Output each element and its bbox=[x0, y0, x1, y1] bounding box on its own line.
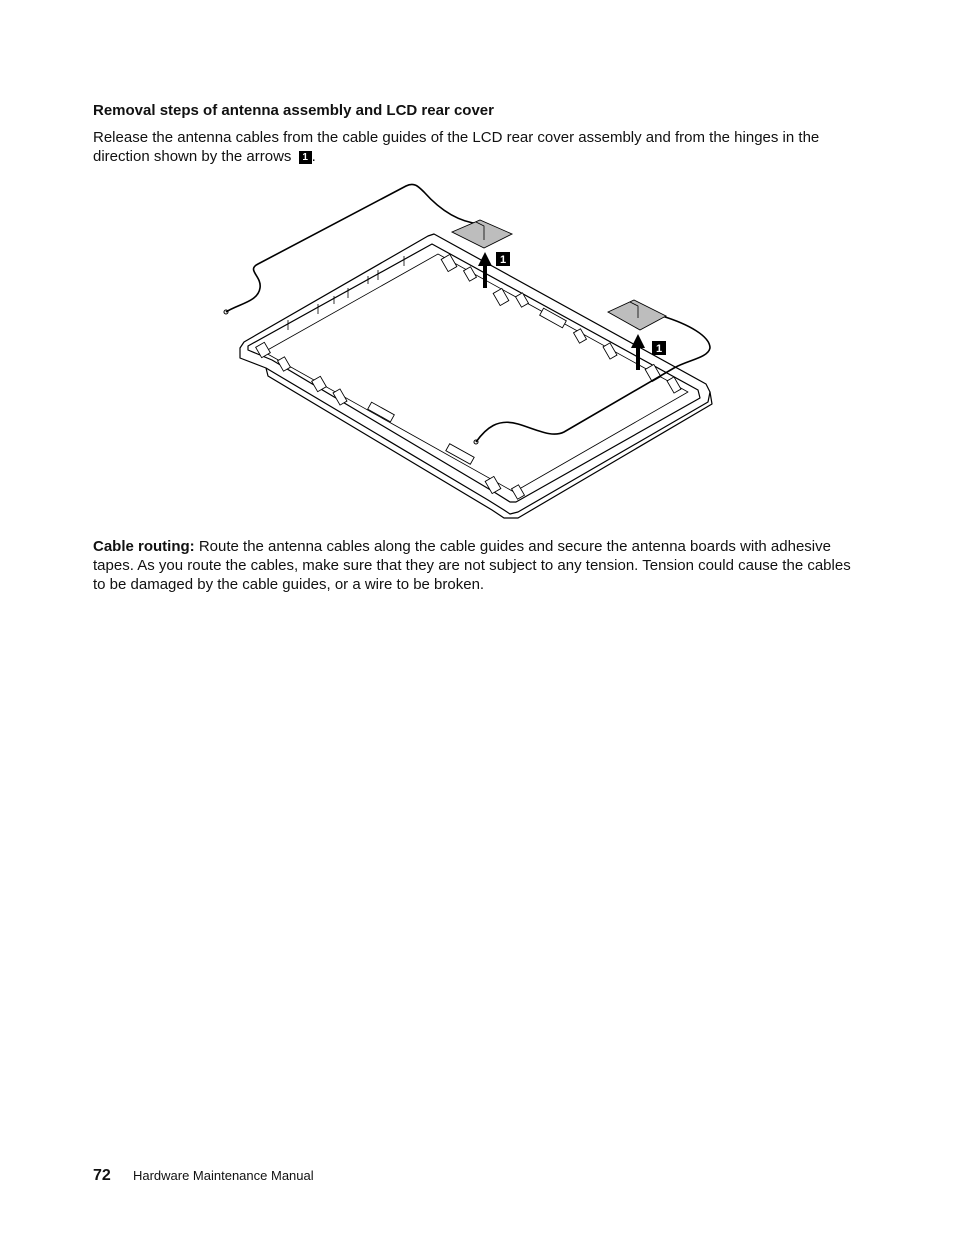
manual-title: Hardware Maintenance Manual bbox=[132, 1168, 314, 1183]
step-paragraph bbox=[93, 128, 853, 166]
rear-cover-inner-rim bbox=[248, 244, 700, 502]
step-text: Release the antenna cables from the cable guides of the LCD rear cover assembly and from the hinges in the direction shown by the arrows bbox=[93, 129, 820, 165]
lcd-rear-cover-illustration bbox=[218, 180, 718, 520]
page-footer bbox=[93, 1167, 314, 1185]
rear-cover-opening bbox=[264, 254, 688, 492]
figure-callout-a: 1 bbox=[499, 254, 507, 266]
antenna-board-right bbox=[608, 300, 666, 330]
section-heading: Removal steps of antenna assembly and LCD rear cover bbox=[93, 102, 494, 119]
cable-routing-text: Route the antenna cables along the cable guides and secure the antenna boards with adhesive tapes. As you route the cables, make sure that they are not subject to any tension. Tension could cause the cables to be damaged by the cable guides, or a wire to be broken. bbox=[93, 538, 851, 593]
edge-tabs bbox=[288, 256, 404, 330]
figure-callout-b: 1 bbox=[655, 343, 663, 355]
step-callout-badge: 1 bbox=[299, 151, 312, 164]
antenna-cable-left bbox=[226, 184, 480, 312]
lift-arrow-b bbox=[631, 334, 645, 370]
cable-guides bbox=[256, 254, 681, 499]
step-text-end: . bbox=[311, 148, 316, 165]
page-number: 72 bbox=[93, 1167, 111, 1184]
antenna-board-left bbox=[452, 220, 512, 248]
cable-routing-label: Cable routing: bbox=[93, 538, 195, 555]
cable-routing-paragraph bbox=[93, 537, 853, 594]
